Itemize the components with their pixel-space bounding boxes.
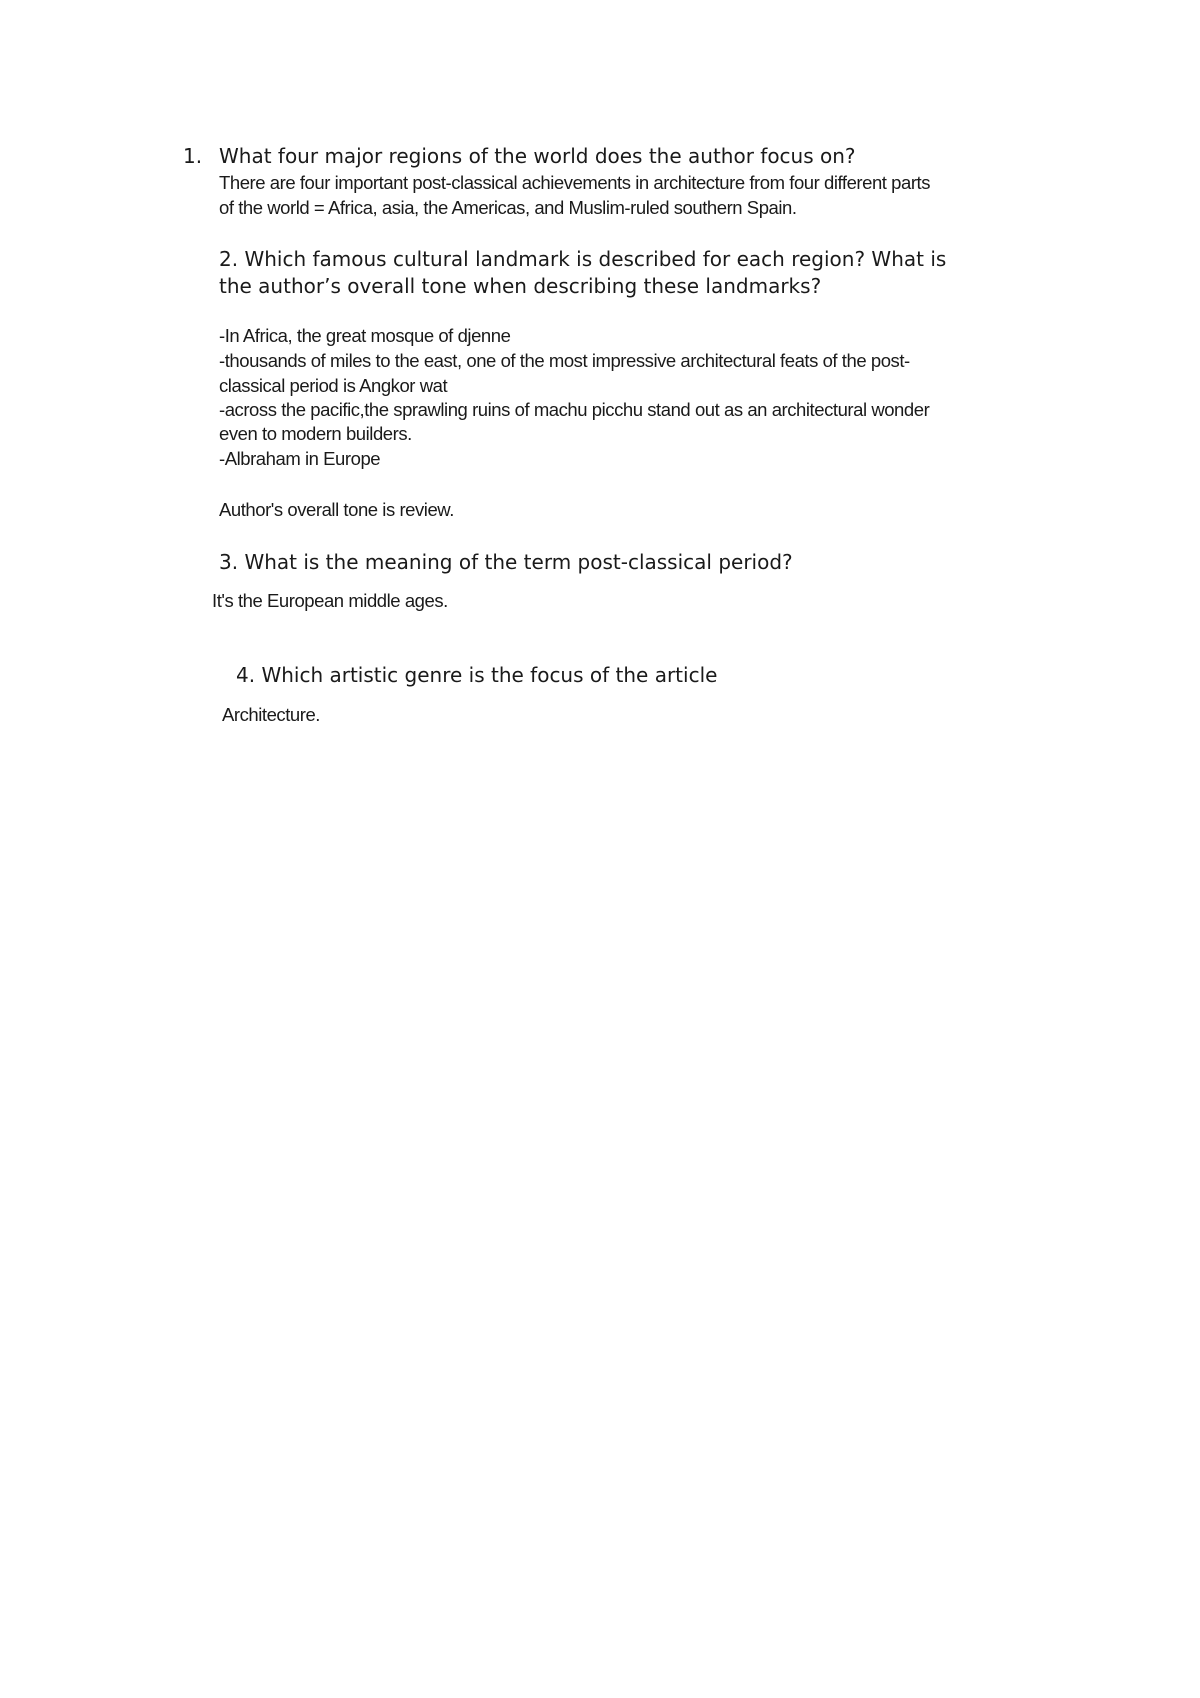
q3-question: 3. What is the meaning of the term post-classical period?	[219, 550, 793, 574]
q2-tone: Author's overall tone is review.	[219, 499, 454, 520]
q3-answer: It's the European middle ages.	[212, 590, 448, 611]
q2-answer-line-4: -across the pacific,the sprawling ruins of machu picchu stand out as an architectural wonder	[219, 399, 930, 420]
q1-answer-line-1: There are four important post-classical achievements in architecture from four different parts	[219, 172, 931, 193]
q2-answer-line-3: classical period is Angkor wat	[219, 375, 448, 396]
q2-answer-line-5: even to modern builders.	[219, 423, 412, 444]
q4-question: 4. Which artistic genre is the focus of the article	[236, 663, 718, 687]
q1-question: What four major regions of the world does the author focus on?	[219, 144, 856, 168]
q2-answer-line-2: -thousands of miles to the east, one of the most impressive architectural feats of the post-	[219, 350, 910, 371]
q1-answer-line-2: of the world = Africa, asia, the Americas, and Muslim-ruled southern Spain.	[219, 197, 797, 218]
q1-number: 1.	[183, 144, 203, 168]
q2-answer-line-1: -In Africa, the great mosque of djenne	[219, 325, 511, 346]
q4-answer: Architecture.	[222, 704, 320, 725]
q2-question-line-2: the author’s overall tone when describing these landmarks?	[219, 274, 822, 298]
q2-answer-line-6: -Albraham in Europe	[219, 448, 381, 469]
q2-question-line-1: 2. Which famous cultural landmark is described for each region? What is	[219, 247, 947, 271]
